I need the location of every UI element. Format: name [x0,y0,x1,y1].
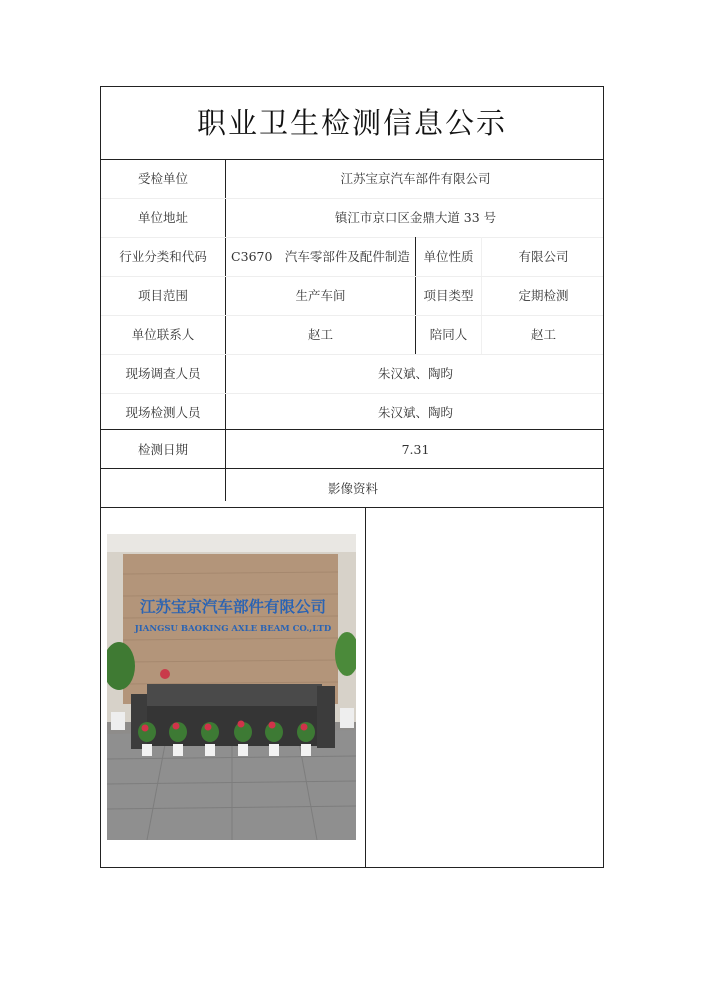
test-date-label: 检测日期 [137,442,188,457]
test-date-value: 7.31 [401,442,430,457]
survey-staff-label: 现场调查人员 [125,366,201,381]
row-industry [101,237,603,276]
industry-label: 行业分类和代码 [119,249,207,264]
testing-staff-label: 现场检测人员 [125,405,201,420]
escort-label: 陪同人 [429,327,468,342]
contact-value: 赵工 [307,327,333,342]
reception-photo-drawing [107,534,356,840]
project-type-value: 定期检测 [518,288,569,303]
company-label: 受检单位 [137,171,188,186]
row-project [101,276,603,315]
address-value: 镇江市京口区金鼎大道 33 号 [334,210,497,225]
image-section-label: 影像资料 [327,481,378,496]
company-sign-en: JIANGSU BAOKING AXLE BEAM CO.,LTD [134,624,332,634]
row-company [101,159,603,198]
row-testing-staff [101,393,603,432]
reception-desk-right [317,686,335,748]
company-sign-cn: 江苏宝京汽车部件有限公司 [139,598,327,616]
desk-flower [160,669,170,679]
row-address [101,198,603,237]
disclosure-form [100,86,604,868]
address-label: 单位地址 [137,210,188,225]
project-type-label: 项目类型 [423,288,474,303]
row-image-section [101,469,603,508]
testing-staff-value: 朱汉斌、陶昀 [377,405,453,420]
ceiling [107,534,356,554]
plant-pot-right [340,708,354,728]
image-column-divider [365,507,366,867]
project-scope-label: 项目范围 [137,288,188,303]
nature-value: 有限公司 [518,249,569,264]
row-survey-staff [101,354,603,393]
nature-label: 单位性质 [423,249,474,264]
reception-desk-top [147,684,322,706]
reception-photo [107,534,356,840]
escort-value: 赵工 [530,327,556,342]
company-value: 江苏宝京汽车部件有限公司 [340,171,491,186]
survey-staff-value: 朱汉斌、陶昀 [377,366,453,381]
row-test-date [101,430,603,469]
contact-label: 单位联系人 [131,327,195,342]
row-divider [101,507,603,508]
project-scope-value: 生产车间 [295,288,346,303]
document-title: 职业卫生检测信息公示 [196,106,507,140]
industry-value: C3670 汽车零部件及配件制造 [231,249,410,264]
plant-pot-left [111,712,125,730]
row-contact [101,315,603,354]
